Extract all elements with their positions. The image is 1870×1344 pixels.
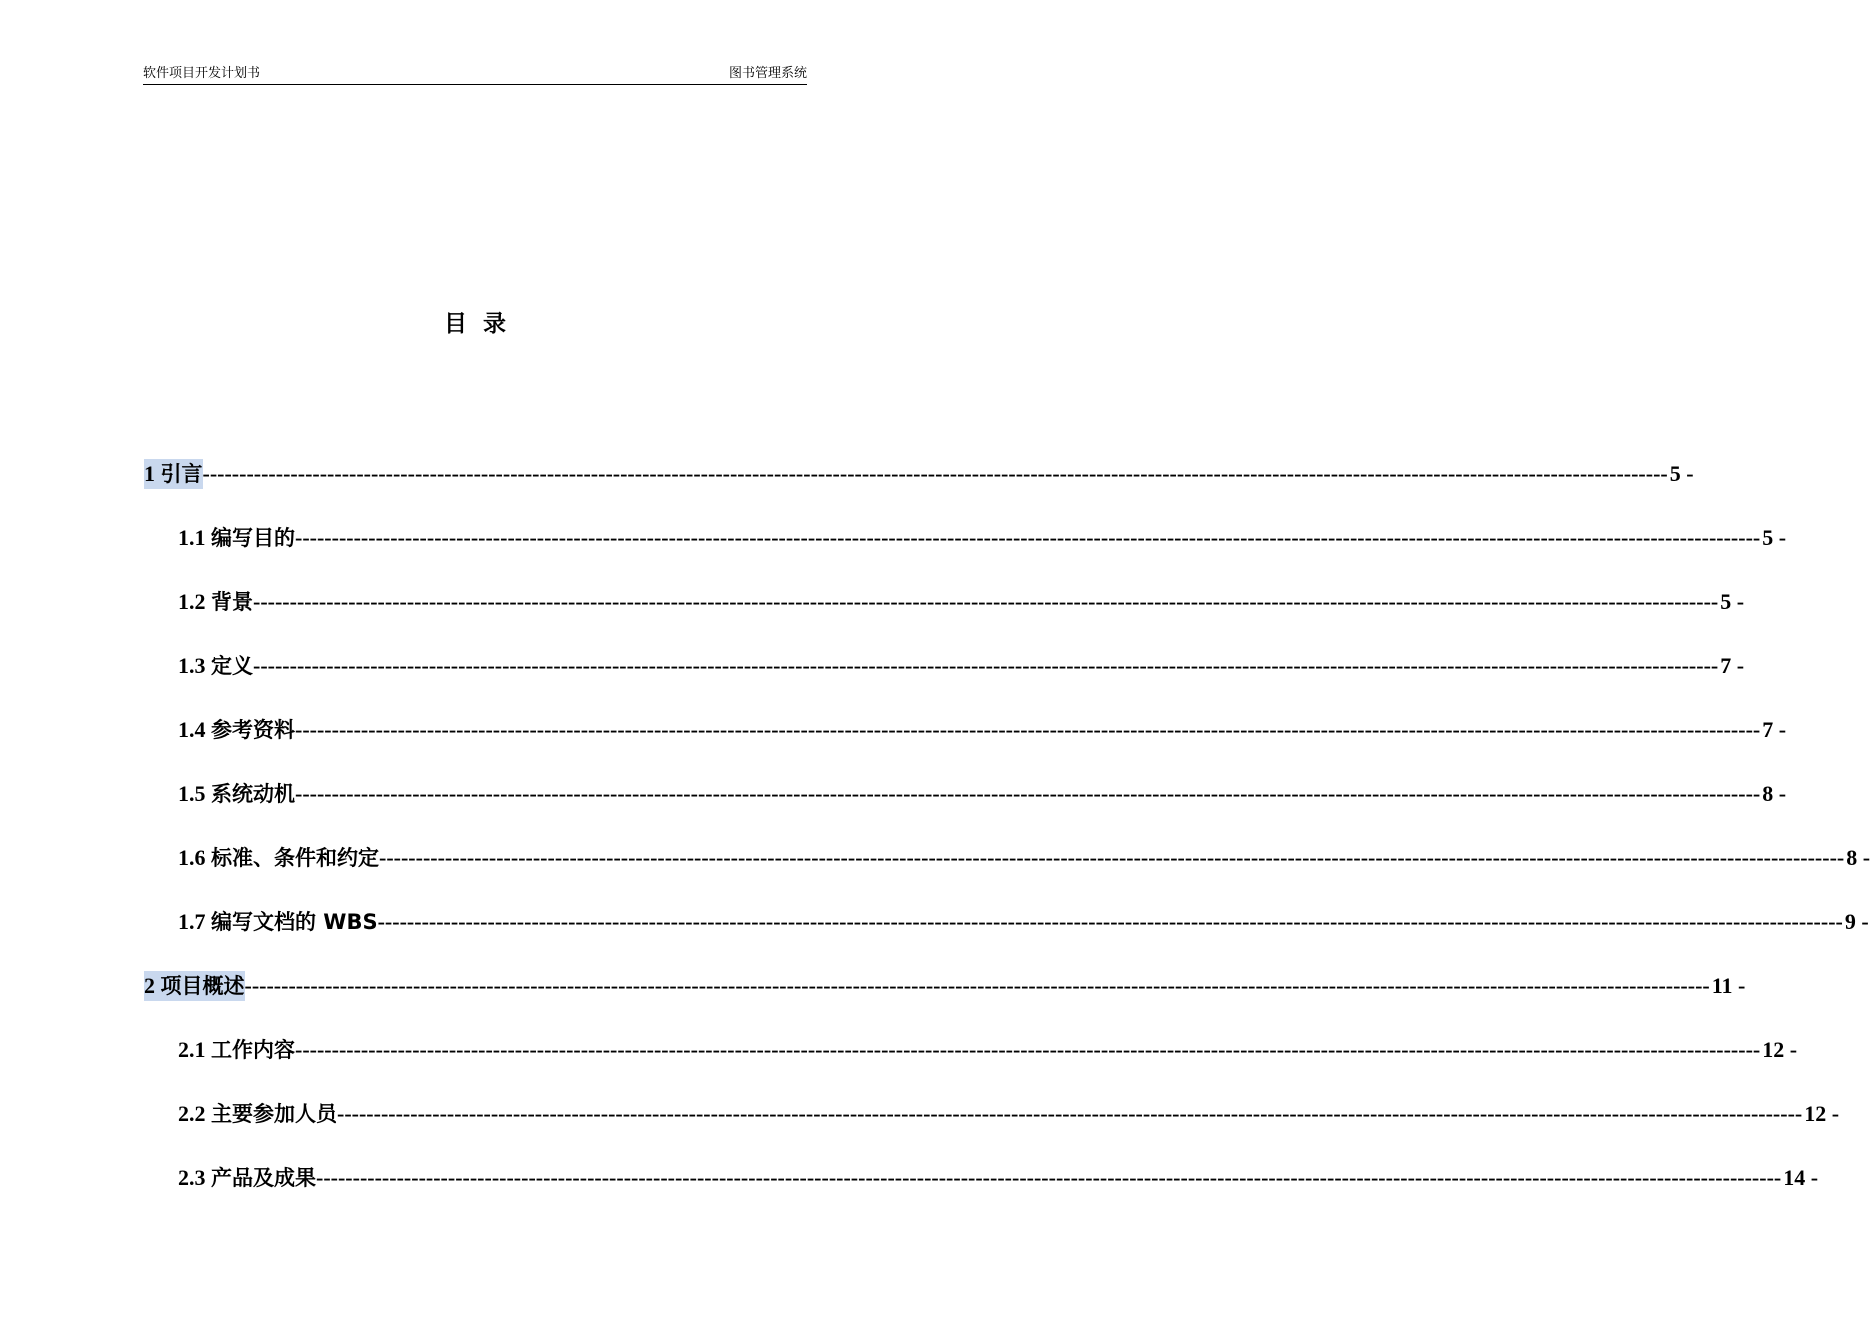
- toc-entry[interactable]: [178, 907, 1869, 937]
- toc-entry-page-number: 7 -: [1720, 653, 1745, 678]
- toc-leader-dashes: --------------------------------------------------------------------------------------------------------------------------------------------------------------------------------------------------------: [253, 653, 1719, 678]
- header-document-title: 软件项目开发计划书: [143, 66, 261, 81]
- toc-entry-number: 1.1: [178, 525, 206, 550]
- toc-leader-dashes: --------------------------------------------------------------------------------------------------------------------------------------------------------------------------------------------------------: [316, 1165, 1782, 1190]
- toc-entry[interactable]: [144, 971, 1746, 1001]
- header-system-name: 图书管理系统: [728, 66, 807, 81]
- toc-leader-dashes: --------------------------------------------------------------------------------------------------------------------------------------------------------------------------------------------------------: [244, 973, 1710, 998]
- toc-entry-title: 引言: [160, 462, 203, 486]
- toc-leader-dashes: --------------------------------------------------------------------------------------------------------------------------------------------------------------------------------------------------------: [337, 1101, 1803, 1126]
- toc-entry-title: 工作内容: [211, 1038, 295, 1062]
- toc-entry-title: 参考资料: [211, 718, 295, 742]
- toc-entry-label: [178, 587, 253, 617]
- toc-entry-number: 1.7: [178, 909, 206, 934]
- toc-entry-label: [144, 971, 245, 1001]
- toc-entry-label: [178, 907, 378, 937]
- toc-entry[interactable]: [178, 1099, 1840, 1129]
- toc-entry-number: 2.2: [178, 1101, 206, 1126]
- toc-entry-number: 2: [144, 973, 155, 998]
- toc-entry-title: 产品及成果: [211, 1166, 316, 1190]
- toc-entry[interactable]: [178, 651, 1745, 681]
- toc-entry-title: 项目概述: [160, 974, 245, 998]
- page-header: [143, 66, 807, 85]
- toc-entry-page-number: 12 -: [1762, 1037, 1798, 1062]
- toc-entry-title: 主要参加人员: [211, 1102, 337, 1126]
- toc-entry-number: 1.6: [178, 845, 206, 870]
- toc-entry-page-number: 12 -: [1804, 1101, 1840, 1126]
- toc-leader-dashes: --------------------------------------------------------------------------------------------------------------------------------------------------------------------------------------------------------: [295, 1037, 1761, 1062]
- toc-entry[interactable]: [178, 1035, 1798, 1065]
- toc-entry-number: 2.3: [178, 1165, 206, 1190]
- toc-leader-dashes: --------------------------------------------------------------------------------------------------------------------------------------------------------------------------------------------------------: [379, 845, 1845, 870]
- toc-entry-title: 编写目的: [211, 526, 295, 550]
- toc-title: 目 录: [443, 311, 506, 337]
- toc-entry-number: 1.2: [178, 589, 206, 614]
- toc-entry-number: 1.3: [178, 653, 206, 678]
- toc-entry-number: 2.1: [178, 1037, 206, 1062]
- toc-entry[interactable]: [144, 459, 1694, 489]
- toc-entry[interactable]: [178, 779, 1787, 809]
- toc-entry[interactable]: [178, 523, 1787, 553]
- toc-entry-label: [178, 1035, 295, 1065]
- toc-leader-dashes: --------------------------------------------------------------------------------------------------------------------------------------------------------------------------------------------------------: [253, 589, 1719, 614]
- toc-entry-page-number: 7 -: [1762, 717, 1787, 742]
- toc-entry[interactable]: [178, 843, 1870, 873]
- toc-leader-dashes: --------------------------------------------------------------------------------------------------------------------------------------------------------------------------------------------------------: [295, 781, 1761, 806]
- toc-entry-title: 定义: [211, 654, 253, 678]
- toc-entry-label: [178, 843, 379, 873]
- toc-entry-number: 1.5: [178, 781, 206, 806]
- toc-entry-label: [178, 715, 295, 745]
- toc-entry[interactable]: [178, 715, 1787, 745]
- toc-entry-label: [144, 459, 203, 489]
- toc-entry-page-number: 11 -: [1711, 973, 1746, 998]
- toc-entry-page-number: 8 -: [1762, 781, 1787, 806]
- toc-entry-label: [178, 651, 253, 681]
- toc-entry-title: 系统动机: [211, 782, 295, 806]
- toc-entry-label: [178, 1099, 337, 1129]
- toc-leader-dashes: --------------------------------------------------------------------------------------------------------------------------------------------------------------------------------------------------------: [377, 909, 1843, 934]
- toc-entry-page-number: 9 -: [1844, 909, 1869, 934]
- toc-leader-dashes: --------------------------------------------------------------------------------------------------------------------------------------------------------------------------------------------------------: [202, 461, 1668, 486]
- toc-entry-label: [178, 779, 295, 809]
- toc-entry-title: 背景: [211, 590, 253, 614]
- toc-leader-dashes: --------------------------------------------------------------------------------------------------------------------------------------------------------------------------------------------------------: [295, 717, 1761, 742]
- toc-entry-label: [178, 523, 295, 553]
- toc-entry[interactable]: [178, 1163, 1819, 1193]
- toc-entry-page-number: 14 -: [1783, 1165, 1819, 1190]
- toc-entry-page-number: 8 -: [1846, 845, 1870, 870]
- toc-entry[interactable]: [178, 587, 1745, 617]
- toc-entry-page-number: 5 -: [1669, 461, 1694, 486]
- toc-entry-page-number: 5 -: [1762, 525, 1787, 550]
- toc-entry-label: [178, 1163, 316, 1193]
- toc-entry-number: 1.4: [178, 717, 206, 742]
- toc-entry-page-number: 5 -: [1720, 589, 1745, 614]
- toc-entry-title: 编写文档的 WBS: [211, 910, 378, 934]
- toc-entry-number: 1: [144, 461, 155, 486]
- toc-entry-title: 标准、条件和约定: [211, 846, 379, 870]
- toc-leader-dashes: --------------------------------------------------------------------------------------------------------------------------------------------------------------------------------------------------------: [295, 525, 1761, 550]
